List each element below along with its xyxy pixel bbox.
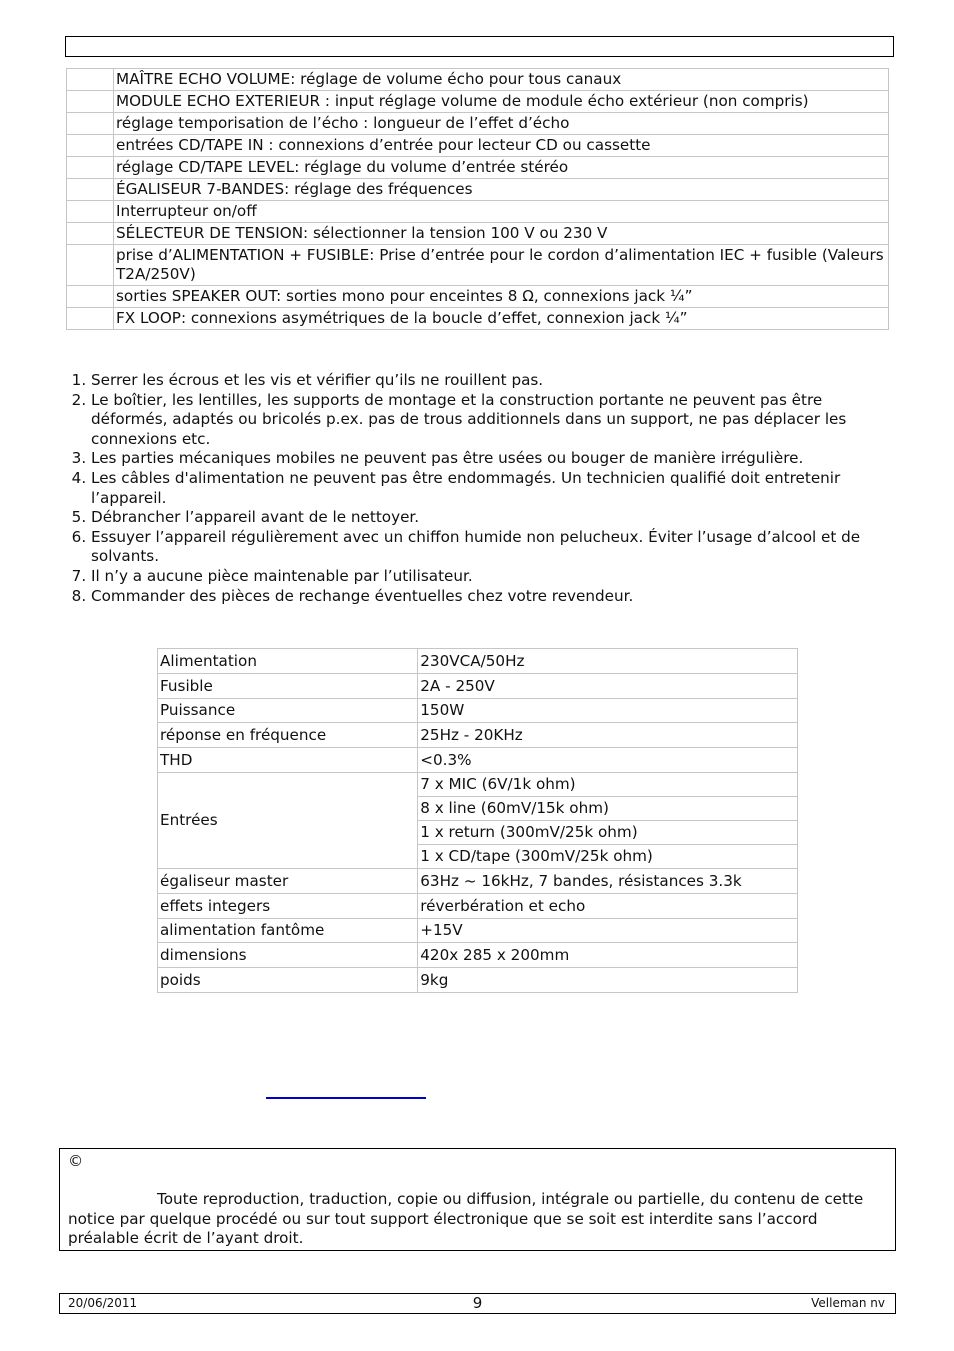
control-description: sorties SPEAKER OUT: sorties mono pour enceintes 8 Ω, connexions jack ¼” — [114, 286, 889, 308]
table-row — [67, 157, 889, 179]
hyperlink-underline[interactable] — [266, 1097, 426, 1099]
table-row — [67, 201, 889, 223]
table-row — [158, 918, 798, 943]
table-row — [67, 308, 889, 330]
copyright-symbol: © — [68, 1152, 84, 1170]
spec-value: 25Hz - 20KHz — [418, 723, 798, 748]
spec-label: dimensions — [158, 943, 418, 968]
page-footer — [59, 1293, 896, 1314]
list-item: 1. Serrer les écrous et les vis et vérifier qu’ils ne rouillent pas. — [91, 371, 892, 391]
spec-label: réponse en fréquence — [158, 723, 418, 748]
spec-value: 7 x MIC (6V/1k ohm) — [418, 772, 798, 796]
footer-company: Velleman nv — [811, 1296, 885, 1310]
spec-value: 63Hz ~ 16kHz, 7 bandes, résistances 3.3k — [418, 868, 798, 893]
table-row — [158, 868, 798, 893]
specifications-table — [157, 648, 798, 993]
table-row — [158, 893, 798, 918]
table-row — [67, 135, 889, 157]
spec-label: effets integers — [158, 893, 418, 918]
spec-value: 1 x return (300mV/25k ohm) — [418, 820, 798, 844]
spec-value: 420x 285 x 200mm — [418, 943, 798, 968]
table-row — [158, 723, 798, 748]
table-row — [67, 69, 889, 91]
control-description: prise d’ALIMENTATION + FUSIBLE: Prise d’entrée pour le cordon d’alimentation IEC + fusible (Valeurs T2A/250V) — [114, 245, 889, 286]
control-description: SÉLECTEUR DE TENSION: sélectionner la tension 100 V ou 230 V — [114, 223, 889, 245]
list-item: 6. Essuyer l’appareil régulièrement avec un chiffon humide non pelucheux. Éviter l’usage d’alcool et de solvants. — [91, 528, 892, 567]
control-description: MODULE ECHO EXTERIEUR : input réglage volume de module écho extérieur (non compris) — [114, 91, 889, 113]
maintenance-list — [66, 371, 892, 606]
list-item: 7. Il n’y a aucune pièce maintenable par l’utilisateur. — [91, 567, 892, 587]
table-row — [67, 91, 889, 113]
spec-value: réverbération et echo — [418, 893, 798, 918]
table-row — [158, 649, 798, 674]
table-row — [67, 245, 889, 286]
spec-value: 8 x line (60mV/15k ohm) — [418, 796, 798, 820]
table-row — [158, 748, 798, 773]
footer-date: 20/06/2011 — [68, 1296, 138, 1310]
table-row — [158, 772, 798, 796]
spec-label: THD — [158, 748, 418, 773]
spec-value: 150W — [418, 698, 798, 723]
table-row — [158, 698, 798, 723]
list-item: 3. Les parties mécaniques mobiles ne peuvent pas être usées ou bouger de manière irrégulière. — [91, 449, 892, 469]
table-row — [158, 673, 798, 698]
spec-label: Alimentation — [158, 649, 418, 674]
header-box — [65, 36, 894, 57]
control-description: réglage CD/TAPE LEVEL: réglage du volume d’entrée stéréo — [114, 157, 889, 179]
table-row — [67, 179, 889, 201]
list-item: 4. Les câbles d'alimentation ne peuvent pas être endommagés. Un technicien qualifié doit entretenir l’appareil. — [91, 469, 892, 508]
list-item: 8. Commander des pièces de rechange éventuelles chez votre revendeur. — [91, 587, 892, 607]
spec-label: Fusible — [158, 673, 418, 698]
spec-label: égaliseur master — [158, 868, 418, 893]
table-row — [67, 113, 889, 135]
table-row — [67, 223, 889, 245]
control-description: MAÎTRE ECHO VOLUME: réglage de volume écho pour tous canaux — [114, 69, 889, 91]
table-row — [67, 286, 889, 308]
spec-value: 2A - 250V — [418, 673, 798, 698]
spec-value: 9kg — [418, 968, 798, 993]
list-item: 2. Le boîtier, les lentilles, les supports de montage et la construction portante ne peuvent pas être déformés, adaptés ou bricolés p.ex. pas de trous additionnels dans un support, ne pas déplacer les connexions etc. — [91, 391, 892, 450]
control-description: FX LOOP: connexions asymétriques de la boucle d’effet, connexion jack ¼” — [114, 308, 889, 330]
spec-label: Puissance — [158, 698, 418, 723]
page-number: 9 — [472, 1294, 483, 1312]
spec-value: 1 x CD/tape (300mV/25k ohm) — [418, 844, 798, 868]
table-row — [158, 968, 798, 993]
list-item: 5. Débrancher l’appareil avant de le nettoyer. — [91, 508, 892, 528]
control-description: ÉGALISEUR 7-BANDES: réglage des fréquences — [114, 179, 889, 201]
spec-value: <0.3% — [418, 748, 798, 773]
spec-value: +15V — [418, 918, 798, 943]
control-description: Interrupteur on/off — [114, 201, 889, 223]
table-row — [158, 943, 798, 968]
control-description: réglage temporisation de l’écho : longueur de l’effet d’écho — [114, 113, 889, 135]
control-description: entrées CD/TAPE IN : connexions d’entrée pour lecteur CD ou cassette — [114, 135, 889, 157]
copyright-box — [59, 1148, 896, 1251]
spec-label: Entrées — [158, 772, 418, 868]
spec-value: 230VCA/50Hz — [418, 649, 798, 674]
controls-table — [66, 68, 889, 330]
copyright-text: Toute reproduction, traduction, copie ou diffusion, intégrale ou partielle, du contenu de cette notice par quelque procédé ou sur tout support électronique que se soit est interdite sans l’accord préalable écrit de l’ayant droit. — [68, 1190, 864, 1248]
spec-label: poids — [158, 968, 418, 993]
spec-label: alimentation fantôme — [158, 918, 418, 943]
